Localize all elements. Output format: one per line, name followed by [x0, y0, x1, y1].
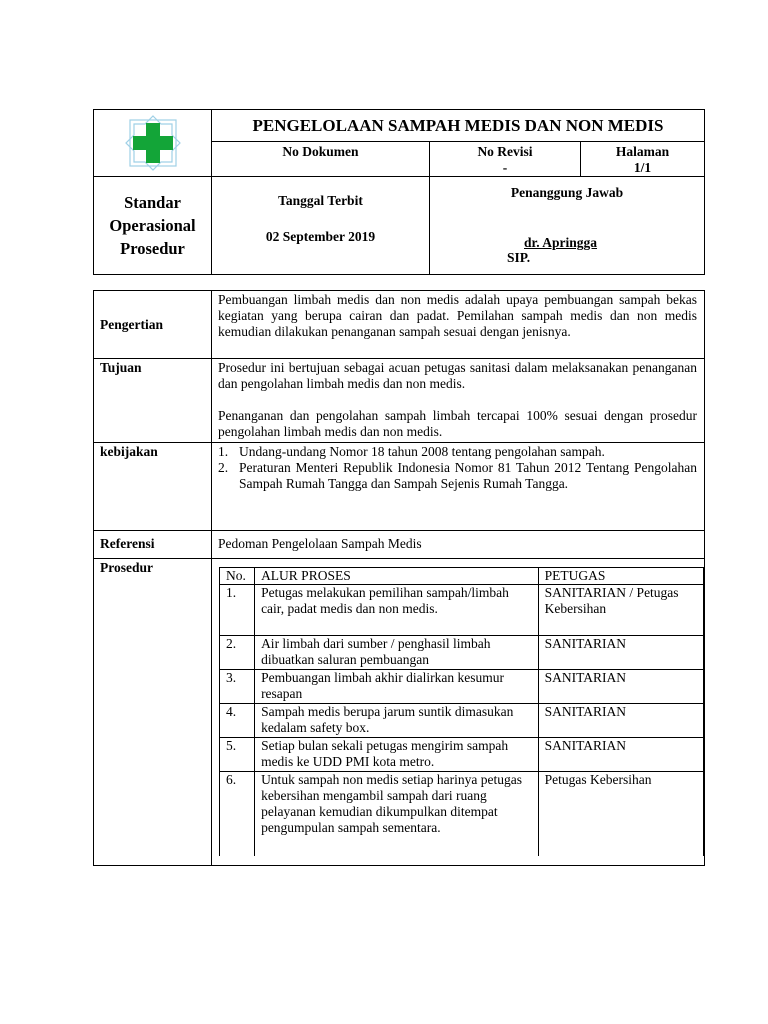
list-item: [212, 444, 697, 460]
row-no: 2.: [220, 636, 255, 670]
kebijakan-item-number: 1.: [218, 444, 229, 459]
tanggal-terbit-value: 02 September 2019: [265, 229, 376, 244]
penanggung-jawab-name: dr. Apringga: [524, 235, 598, 250]
document-title: PENGELOLAAN SAMPAH MEDIS DAN NON MEDIS: [212, 110, 705, 142]
tanggal-terbit-cell: [212, 177, 430, 275]
table-row: [220, 772, 704, 856]
pengertian-text: Pembuangan limbah medis dan non medis adalah upaya pembuangan sampah bekas kegiatan yang berupa cairan dan padat. Pemilahan sampah medis dan non medis kemudian dilakukan penanganan sampah sesuai dengan jenisnya.: [212, 291, 705, 359]
tujuan-cell: [212, 359, 705, 443]
no-revisi-value: -: [502, 160, 508, 175]
procedure-header-row: [220, 568, 704, 585]
header-table: [93, 109, 705, 275]
row-petugas: SANITARIAN: [538, 704, 703, 738]
row-proses: Petugas melakukan pemilihan sampah/limbah cair, padat medis dan non medis.: [255, 585, 539, 636]
kebijakan-item-text: Peraturan Menteri Republik Indonesia Nomor 81 Tahun 2012 Tentang Pengolahan Sampah Rumah Tangga dan Sampah Sejenis Rumah Tangga.: [239, 460, 697, 491]
row-petugas: SANITARIAN: [538, 636, 703, 670]
sop-body-table: [93, 290, 705, 866]
halaman-label: Halaman: [615, 144, 670, 159]
halaman-value: 1/1: [633, 160, 652, 175]
logo-cell: [94, 110, 212, 177]
table-row: [220, 636, 704, 670]
no-dokumen-label: No Dokumen: [212, 142, 430, 177]
list-item: [212, 460, 697, 492]
row-prosedur: [94, 559, 705, 866]
header-petugas: PETUGAS: [538, 568, 703, 585]
referensi-text: Pedoman Pengelolaan Sampah Medis: [212, 531, 705, 559]
row-tujuan: [94, 359, 705, 443]
row-referensi: [94, 531, 705, 559]
sop-line-1: Standar: [124, 193, 181, 212]
row-no: 6.: [220, 772, 255, 856]
sop-label-cell: [94, 177, 212, 275]
sop-line-2: Operasional: [109, 216, 196, 235]
kebijakan-item-number: 2.: [218, 460, 229, 475]
row-proses: Untuk sampah non medis setiap harinya petugas kebersihan mengambil sampah dari ruang pelayanan kemudian dikumpulkan ditempat pengumpulan sampah sementara.: [255, 772, 539, 856]
table-row: [220, 670, 704, 704]
tujuan-paragraph-2: Penanganan dan pengolahan sampah limbah tercapai 100% sesuai dengan prosedur pengolahan limbah medis dan non medis.: [218, 408, 697, 439]
row-petugas: SANITARIAN: [538, 670, 703, 704]
kebijakan-cell: [212, 443, 705, 531]
kebijakan-item-text: Undang-undang Nomor 18 tahun 2008 tentang pengolahan sampah.: [239, 444, 605, 459]
table-row: [220, 585, 704, 636]
penanggung-jawab-cell: [430, 177, 705, 275]
tanggal-terbit-label: Tanggal Terbit: [278, 193, 363, 208]
row-petugas: SANITARIAN: [538, 738, 703, 772]
row-no: 1.: [220, 585, 255, 636]
row-proses: Air limbah dari sumber / penghasil limbah dibuatkan saluran pembuangan: [255, 636, 539, 670]
tujuan-label: Tujuan: [94, 359, 212, 443]
kebijakan-label: kebijakan: [94, 443, 212, 531]
pengertian-label: Pengertian: [94, 291, 212, 359]
table-row: [220, 704, 704, 738]
row-proses: Pembuangan limbah akhir dialirkan kesumur resapan: [255, 670, 539, 704]
row-proses: Setiap bulan sekali petugas mengirim sampah medis ke UDD PMI kota metro.: [255, 738, 539, 772]
row-proses: Sampah medis berupa jarum suntik dimasukan kedalam safety box.: [255, 704, 539, 738]
no-revisi-cell: [430, 142, 581, 177]
sop-line-3: Prosedur: [120, 239, 185, 258]
row-no: 5.: [220, 738, 255, 772]
procedure-table: [219, 567, 704, 856]
row-petugas: SANITARIAN / Petugas Kebersihan: [538, 585, 703, 636]
no-revisi-label: No Revisi: [477, 144, 533, 159]
referensi-label: Referensi: [94, 531, 212, 559]
penanggung-jawab-sip: SIP.: [507, 250, 531, 265]
table-row: [220, 738, 704, 772]
halaman-cell: [581, 142, 705, 177]
kebijakan-list: [212, 444, 697, 492]
row-pengertian: [94, 291, 705, 359]
prosedur-label: Prosedur: [94, 559, 212, 866]
prosedur-cell: [212, 559, 705, 866]
tujuan-paragraph-1: Prosedur ini bertujuan sebagai acuan petugas sanitasi dalam melaksanakan penanganan dan pengolahan limbah medis dan non medis.: [218, 360, 697, 391]
green-cross-star-logo-icon: [94, 115, 211, 171]
row-no: 4.: [220, 704, 255, 738]
header-alur-proses: ALUR PROSES: [255, 568, 539, 585]
row-petugas: Petugas Kebersihan: [538, 772, 703, 856]
row-no: 3.: [220, 670, 255, 704]
penanggung-jawab-label: Penanggung Jawab: [510, 185, 624, 200]
header-no: No.: [220, 568, 255, 585]
row-kebijakan: [94, 443, 705, 531]
